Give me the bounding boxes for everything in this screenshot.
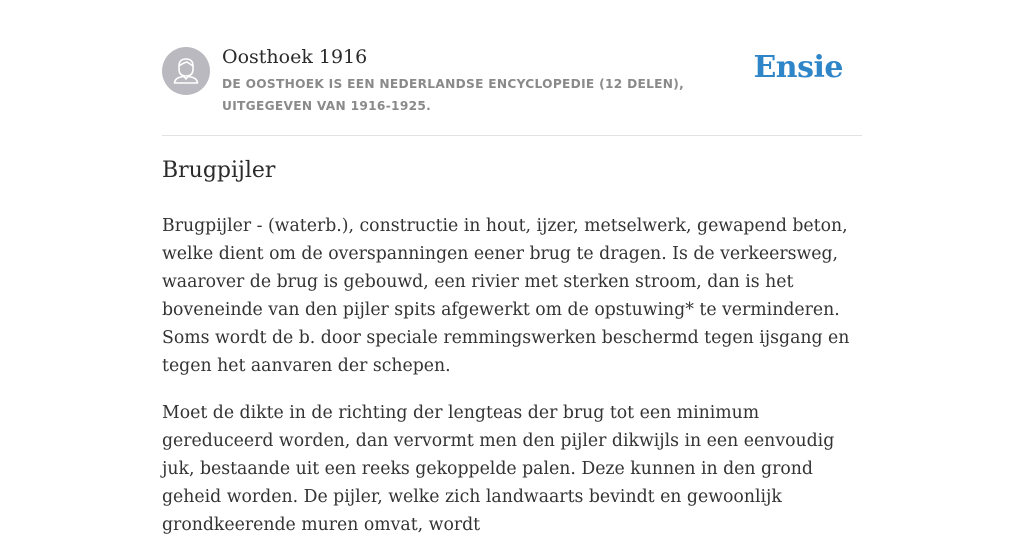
user-outline-icon [162, 47, 210, 95]
article-title: Brugpijler [162, 158, 276, 183]
source-header [162, 46, 862, 136]
ensie-logo[interactable]: Ensie [753, 50, 843, 85]
source-description: DE OOSTHOEK IS EEN NEDERLANDSE ENCYCLOPEDIE (12 DELEN), UITGEGEVEN VAN 1916-1925. [222, 77, 685, 113]
avatar[interactable] [162, 47, 210, 95]
article-paragraph: Moet de dikte in de richting der lengteas der brug tot een minimum gereduceerd worden, dan vervormt men den pijler dikwijls in een eenvoudig juk, bestaande uit een reeks gekoppelde palen. Deze kunnen in den grond geheid worden. De pijler, welke zich landwaarts bevindt en gewoonlijk grondkeerende muren omvat, wordt [162, 403, 835, 535]
header-divider [162, 135, 862, 136]
article-body [162, 212, 872, 558]
source-title[interactable]: Oosthoek 1916 [222, 46, 368, 68]
article-paragraph: Brugpijler - (waterb.), constructie in hout, ijzer, metselwerk, gewapend beton, welke dient om de overspanningen eener brug te dragen. Is de verkeersweg, waarover de brug is gebouwd, een rivier met sterken stroom, dan is het boveneinde van den pijler spits afgewerkt om de opstuwing* te verminderen. Soms wordt de b. door speciale remmingswerken beschermd tegen ijsgang en tegen het aanvaren der schepen. [162, 216, 850, 376]
